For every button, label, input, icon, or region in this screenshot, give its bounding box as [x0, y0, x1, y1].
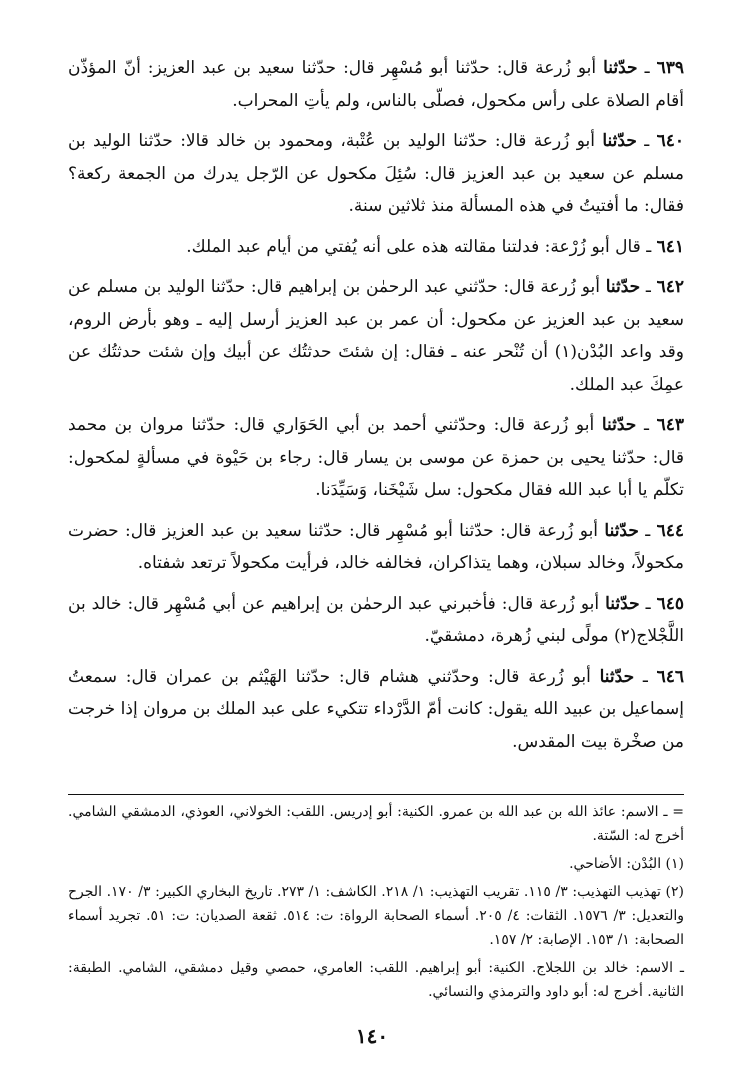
hadith-639 [68, 52, 684, 117]
hadith-keyword: حدّثنا [604, 520, 639, 541]
hadith-keyword: حدّثنا [605, 277, 641, 297]
hadith-separator: ـ [637, 58, 657, 78]
footnotes [68, 800, 684, 1008]
hadith-keyword: حدّثنا [605, 593, 640, 614]
footnote-divider [68, 794, 684, 795]
hadith-text [68, 52, 684, 766]
footnote-2-bio: ـ الاسم: خالد بن اللجلاج. الكنية: أبو إبراهيم. اللقب: العامري، حمصي وقيل دمشقي، الشامي. الطبقة: الثانية. أخرج له: أبو داود والترمذي والنسائي. [68, 960, 684, 1000]
hadith-642 [68, 271, 684, 401]
hadith-number: ٦٤٠ [656, 131, 684, 151]
page-number: ١٤٠ [355, 1024, 389, 1048]
hadith-641 [68, 231, 684, 264]
hadith-646 [68, 661, 684, 759]
footnote-2: (٢) تهذيب التهذيب: ٣/ ١١٥. تقريب التهذيب: ١/ ٢١٨. الكاشف: ١/ ٢٧٣. تاريخ البخاري الكبير: ٣/ ١٧٠. الجرح والتعديل: ٣/ ١٥٧٦. الثقات: ٤/ ٢٠٥. أسماء الصحابة الرواة: ت: ٥١٤. ثقعة الصديان: ت: ٥١. تجريد أسماء الصحابة: ١/ ١٥٣. الإصابة: ٢/ ١٥٧. [68, 884, 684, 948]
hadith-645 [68, 588, 684, 653]
hadith-640 [68, 125, 684, 223]
hadith-number: ٦٤٣ [656, 415, 684, 435]
footnote-1: (١) البُدْن: الأضاحي. [569, 856, 684, 872]
hadith-number: ٦٤٥ [656, 593, 684, 614]
hadith-number: ٦٤٤ [656, 520, 684, 541]
hadith-643 [68, 409, 684, 507]
hadith-body: أبو زُرعة قال: فأخبرني عبد الرحمٰن بن إبراهيم عن أبي مُسْهِر قال: خالد بن اللَّجْلاج(٢) مولًى لبني زُهرة، دمشقيّ. [68, 593, 684, 646]
hadith-keyword: حدّثنا [603, 58, 638, 78]
hadith-separator: ـ [634, 666, 657, 687]
hadith-keyword: حدّثنا [602, 131, 637, 151]
hadith-body: أبو زُرعة قال: وحدّثني هشام قال: حدّثنا الهَيْثم بن عمران قال: سمعتُ إسماعيل بن عبيد الله يقول: كانت أمّ الدَّرْداء تتكيء على عبد الملك بن مروان إذا خرجت من صخْرة بيت المقدس. [68, 666, 684, 752]
hadith-body: أبو زُرعة قال: حدّثنا أبو مُسْهِر قال: حدّثنا سعيد بن عبد العزيز: أنّ المؤذّن أقام الصلاة على رأس مكحول، فصلّى بالناس، ولم يأتِ المحراب. [68, 58, 684, 111]
hadith-separator: ـ [638, 520, 657, 541]
hadith-number: ٦٣٩ [656, 58, 684, 78]
hadith-body: قال أبو زُرْعة: فدلتنا مقالته هذه على أنه يُفتي من أيام عبد الملك. [186, 236, 641, 257]
hadith-number: ٦٤٦ [656, 666, 685, 687]
footnote-continued: = ـ الاسم: عائذ الله بن عبد الله بن عمرو. الكنية: أبو إدريس. اللقب: الخولاني، العوذي، الدمشقي الشامي. أخرج له: السّتة. [68, 804, 684, 844]
hadith-number: ٦٤١ [656, 236, 684, 257]
hadith-body: أبو زُرعة قال: حدّثنا الوليد بن عُتْبة، ومحمود بن خالد قالا: حدّثنا الوليد بن مسلم عن سعيد بن عبد العزيز قال: سُئِلَ مكحول عن الرّجل يدرك من الجمعة ركعة؟ فقال: ما أفتيتُ في هذه المسألة منذ ثلاثين سنة. [68, 131, 684, 216]
hadith-body: أبو زُرعة قال: حدّثني عبد الرحمٰن بن إبراهيم قال: حدّثنا الوليد بن مسلم عن سعيد بن عبد العزيز عن مكحول: أن عمر بن عبد العزيز أرسل إليه ـ وهو بأرض الروم، وقد واعد البُدْن(١) أن تُنْحر عنه ـ فقال: إن شئتَ حدثتُك عن أبيك وإن شئت حدثتُك عن عمِكَ عبد الملك. [68, 277, 684, 395]
hadith-number: ٦٤٢ [656, 277, 684, 297]
hadith-separator: ـ [639, 593, 657, 614]
hadith-separator: ـ [636, 131, 657, 151]
hadith-body: أبو زُرعة قال: وحدّثني أحمد بن أبي الحَوَاري قال: حدّثنا مروان بن محمد قال: حدّثنا يحيى بن حمزة عن موسى بن يسار قال: رجاء بن حَيْوة في مسألةٍ لمكحول: تكلّم يا أبا عبد الله فقال مكحول: سل شَيْخَنا، وَسَيِّدَنا. [68, 415, 684, 500]
hadith-separator: ـ [640, 236, 657, 257]
hadith-body: أبو زُرعة قال: حدّثنا أبو مُسْهِر قال: حدّثنا سعيد بن عبد العزيز قال: حضرت مكحولاً، وخالد سبلان، وهما يتذاكران، فخالفه خالد، فرأيت مكحولاً ترتعد شفتاه. [68, 520, 684, 573]
hadith-644 [68, 515, 684, 580]
hadith-separator: ـ [640, 277, 657, 297]
hadith-keyword: حدّثنا [599, 666, 635, 687]
hadith-keyword: حدّثنا [601, 415, 637, 435]
hadith-separator: ـ [636, 415, 657, 435]
